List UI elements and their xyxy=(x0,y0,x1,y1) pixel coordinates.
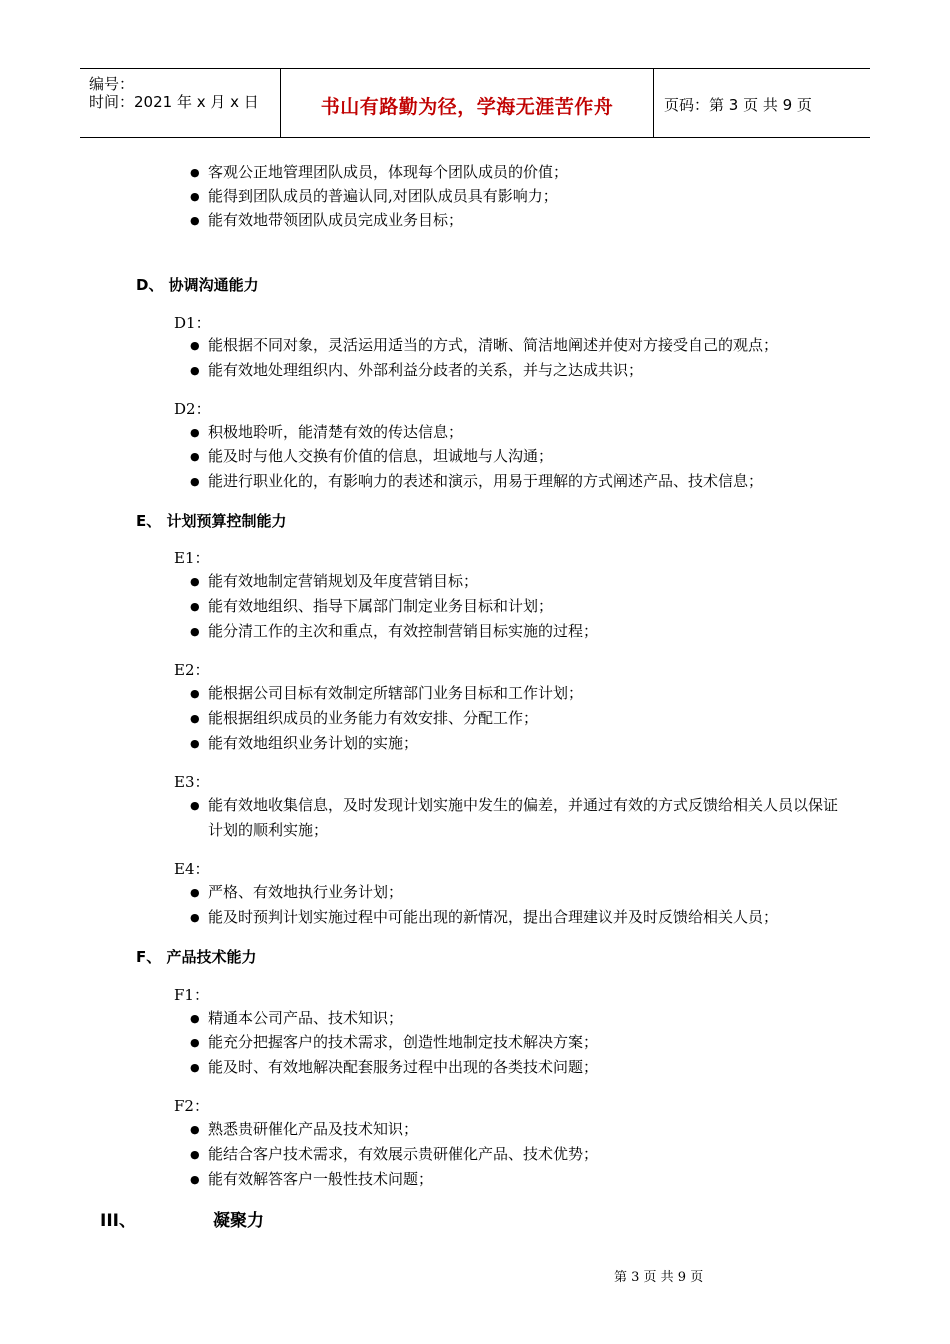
bullet-icon: ● xyxy=(190,1173,200,1186)
motto-text: 书山有路勤为径，学海无涯苦作舟 xyxy=(320,95,614,118)
bullet-icon: ● xyxy=(190,364,200,377)
bullet-icon: ● xyxy=(190,712,200,725)
f1-label: F1： xyxy=(174,986,209,1004)
list-item: ● 能根据不同对象，灵活运用适当的方式，清晰、简洁地阐述并使对方接受自己的观点； xyxy=(190,333,850,358)
list-item: ● 能有效地组织、指导下属部门制定业务目标和计划； xyxy=(190,594,850,619)
e3-label: E3： xyxy=(174,773,210,791)
list-item: ● 能根据公司目标有效制定所辖部门业务目标和工作计划； xyxy=(190,681,850,706)
list-item: ● 能得到团队成员的普遍认同,对团队成员具有影响力； xyxy=(190,184,850,209)
d2-label: D2： xyxy=(174,400,211,418)
page-header xyxy=(80,68,870,138)
list-item: ● 能结合客户技术需求，有效展示贵研催化产品、技术优势； xyxy=(190,1142,850,1167)
section-iii-number: III、 xyxy=(100,1211,136,1231)
time-label: 时间：2021 年 x 月 x 日 xyxy=(89,93,259,111)
d1-label: D1： xyxy=(174,314,211,332)
list-item: ● 能有效地处理组织内、外部利益分歧者的关系，并与之达成共识； xyxy=(190,358,850,383)
bullet-icon: ● xyxy=(190,450,200,463)
header-page-info: 页码：第 3 页 共 9 页 xyxy=(664,95,812,114)
bullet-icon: ● xyxy=(190,1123,200,1136)
list-item: ● 能有效地带领团队成员完成业务目标； xyxy=(190,208,850,233)
section-iii-title: 凝聚力 xyxy=(213,1211,264,1231)
list-item: ● 能有效地制定营销规划及年度营销目标； xyxy=(190,569,850,594)
list-item: ● 严格、有效地执行业务计划； xyxy=(190,880,850,905)
bullet-icon: ● xyxy=(190,737,200,750)
list-item: ● 能有效地收集信息，及时发现计划实施中发生的偏差，并通过有效的方式反馈给相关人员以保证计划的顺利实施； xyxy=(190,793,840,843)
header-meta-cell xyxy=(80,69,281,137)
e4-label: E4： xyxy=(174,860,210,878)
bullet-icon: ● xyxy=(190,190,200,203)
bullet-icon: ● xyxy=(190,886,200,899)
bullet-icon: ● xyxy=(190,1012,200,1025)
list-item: ● 能有效地组织业务计划的实施； xyxy=(190,731,850,756)
header-page-cell xyxy=(654,69,870,137)
section-e-title: E、 计划预算控制能力 xyxy=(136,512,287,530)
bullet-icon: ● xyxy=(190,339,200,352)
list-item: ● 积极地聆听，能清楚有效的传达信息； xyxy=(190,420,850,445)
bullet-icon: ● xyxy=(190,911,200,924)
list-item: ● 熟悉贵研催化产品及技术知识； xyxy=(190,1117,850,1142)
number-label: 编号： xyxy=(89,75,135,93)
bullet-icon: ● xyxy=(190,600,200,613)
list-item: ● 能根据组织成员的业务能力有效安排、分配工作； xyxy=(190,706,850,731)
bullet-icon: ● xyxy=(190,166,200,179)
bullet-icon: ● xyxy=(190,687,200,700)
e2-label: E2： xyxy=(174,661,210,679)
list-item: ● 精通本公司产品、技术知识； xyxy=(190,1006,850,1031)
section-d-title: D、 协调沟通能力 xyxy=(136,276,259,294)
list-item: ● 能及时、有效地解决配套服务过程中出现的各类技术问题； xyxy=(190,1055,850,1080)
f2-label: F2： xyxy=(174,1097,209,1115)
e1-label: E1： xyxy=(174,549,210,567)
bullet-icon: ● xyxy=(190,1036,200,1049)
list-item: ● 能分清工作的主次和重点，有效控制营销目标实施的过程； xyxy=(190,619,850,644)
list-item: ● 能及时与他人交换有价值的信息，坦诚地与人沟通； xyxy=(190,444,850,469)
bullet-icon: ● xyxy=(190,799,200,812)
list-item: ● 能有效解答客户一般性技术问题； xyxy=(190,1167,850,1192)
page-footer: 第 3 页 共 9 页 xyxy=(614,1270,704,1285)
list-item: ● 客观公正地管理团队成员，体现每个团队成员的价值； xyxy=(190,160,850,185)
bullet-icon: ● xyxy=(190,475,200,488)
bullet-icon: ● xyxy=(190,625,200,638)
bullet-icon: ● xyxy=(190,1148,200,1161)
bullet-icon: ● xyxy=(190,1061,200,1074)
section-f-title: F、 产品技术能力 xyxy=(136,948,257,966)
bullet-icon: ● xyxy=(190,426,200,439)
list-item: ● 能充分把握客户的技术需求，创造性地制定技术解决方案； xyxy=(190,1030,850,1055)
header-motto-cell xyxy=(281,69,654,137)
list-item: ● 能进行职业化的，有影响力的表述和演示，用易于理解的方式阐述产品、技术信息； xyxy=(190,469,850,494)
bullet-icon: ● xyxy=(190,575,200,588)
section-iii-heading xyxy=(100,1206,264,1231)
bullet-icon: ● xyxy=(190,214,200,227)
list-item: ● 能及时预判计划实施过程中可能出现的新情况，提出合理建议并及时反馈给相关人员； xyxy=(190,905,850,930)
